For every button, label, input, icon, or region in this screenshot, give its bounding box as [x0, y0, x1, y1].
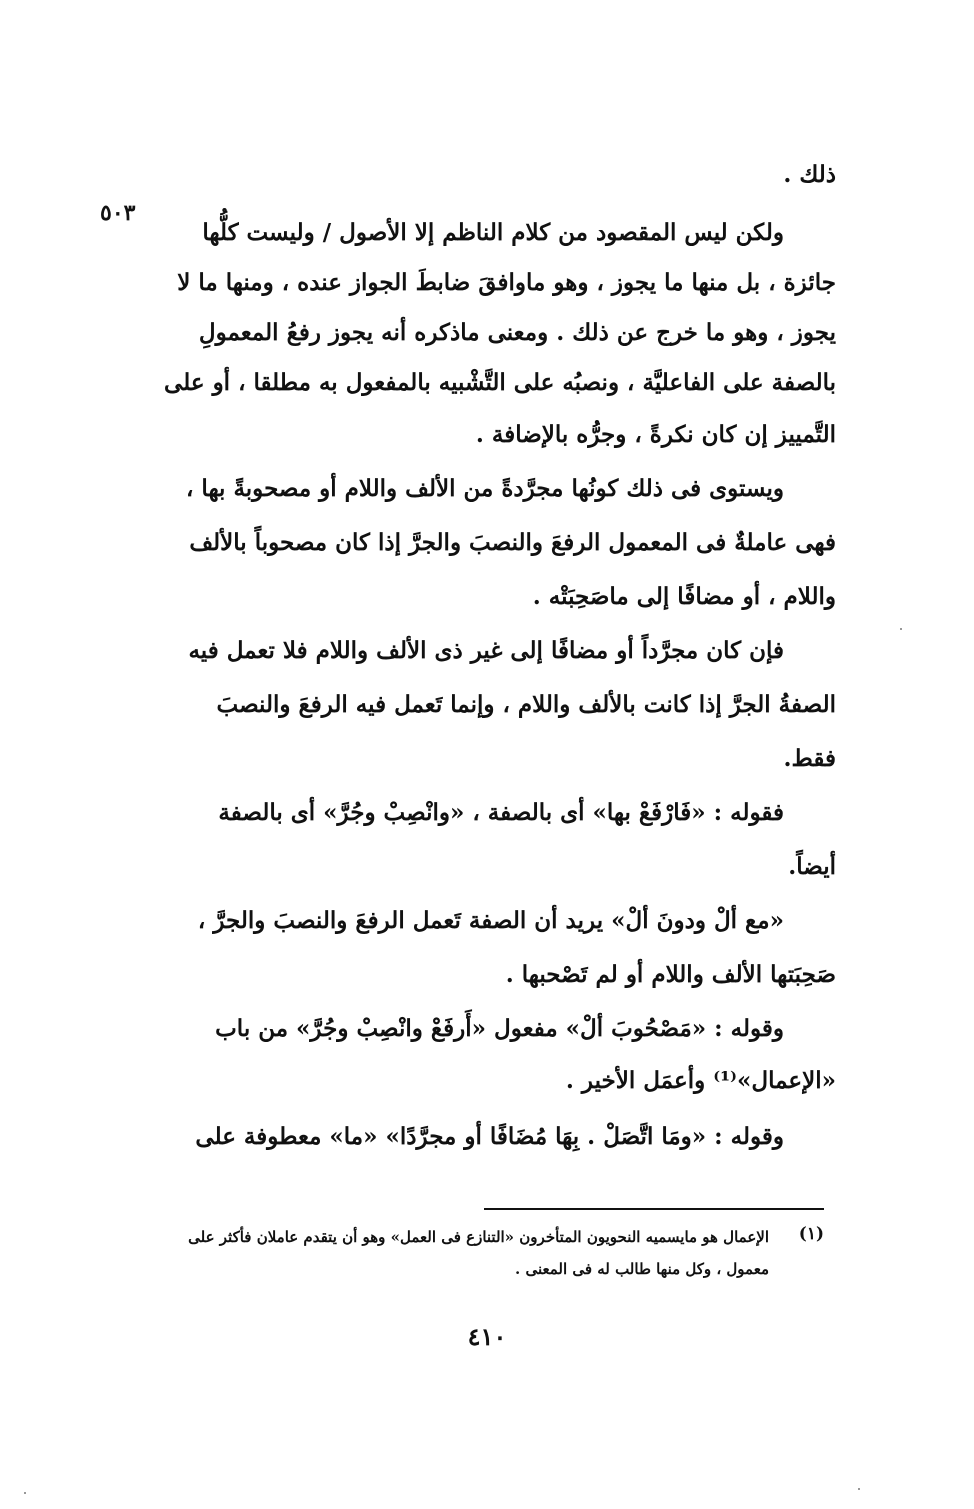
text-line-1: ذلك . [783, 161, 836, 188]
footnote-number: (١) [798, 1224, 824, 1244]
text-line-13: فقوله : «فَارْفَعْ بها» أى بالصفة ، «وانْصِبْ وجُرَّ» أى بالصفة [218, 799, 784, 826]
margin-page-reference: ٥٠٣ [100, 200, 136, 226]
text-line-9: واللام ، أو مضافًا إلى ماصَحِبَتْه . [532, 583, 836, 610]
footnote-line-2: معمول ، وكل منها طالب له فى المعنى . [515, 1260, 769, 1278]
text-line-5: بالصفة على الفاعليَّة ، ونصبُه على التَّشْبيه بالمفعول به مطلقا ، أو على [164, 369, 836, 396]
text-line-3: جائزة ، بل منها ما يجوز ، وهو ماوافقَ ضابطَ الجواز عنده ، ومنها ما لا [177, 269, 836, 296]
text-line-4: يجوز ، وهو ما خرج عن ذلك . ومعنى ماذكره أنه يجوز رفعُ المعمولِ [198, 319, 836, 346]
text-line-7: ويستوى فى ذلك كونُها مجرَّدةً من الألف واللام أو مصحوبةً بها ، [186, 475, 784, 502]
text-line-10: فإن كان مجرَّداً أو مضافًا إلى غير ذى الألف واللام فلا تعمل فيه [188, 637, 784, 664]
scan-speck [900, 628, 902, 630]
scan-speck [858, 1488, 860, 1490]
text-line-15: «مع ألْ ودونَ ألْ» يريد أن الصفة تَعمل الرفعَ والنصبَ والجرَّ ، [197, 907, 784, 934]
text-line-6: التَّمييز إن كان نكرةً ، وجرُّه بالإضافة . [475, 421, 836, 448]
scan-speck [24, 1492, 26, 1494]
text-line-16: صَحِبَتها الألف واللام أو لم تَصْحبها . [505, 961, 836, 988]
text-line-8: فهى عاملةٌ فى المعمول الرفعَ والنصبَ والجرَّ إذا كان مصحوباً بالألف [189, 529, 836, 556]
text-line-18: «الإعمال»⁽¹⁾ وأعمَل الأخير . [565, 1067, 836, 1094]
text-line-17: وقوله : «مَصْحُوبَ ألْ» مفعول «أَرفَعْ وانْصِبْ وجُرَّ» من باب [215, 1015, 784, 1042]
text-line-14: أيضاً. [788, 853, 836, 880]
text-line-19: وقوله : «ومَا اتَّصَلْ . بِهَا مُضَافًا أو مجرَّدًا» «ما» معطوفة على [195, 1123, 784, 1150]
text-line-12: فقط. [783, 745, 836, 772]
text-line-2: ولكن ليس المقصود من كلام الناظم إلا الأصول / وليست كلُّها [202, 219, 784, 246]
page-number: ٤١٠ [467, 1322, 507, 1351]
text-line-11: الصفةُ الجرَّ إذا كانت بالألف واللام ، وإنما تَعمل فيه الرفعَ والنصبَ [216, 691, 836, 718]
footnote-line-1: الإعمال هو مايسميه النحويون المتأخرون «التنازع فى العمل» وهو أن يتقدم عاملان فأكثر على [188, 1228, 769, 1246]
footnote-separator [484, 1208, 824, 1210]
